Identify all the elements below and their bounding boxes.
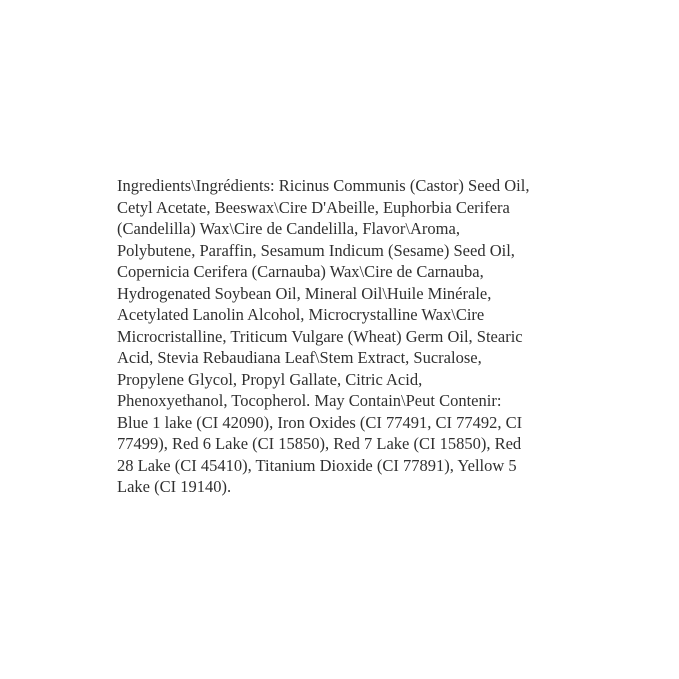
ingredients-line: Acetylated Lanolin Alcohol, Microcrystalline Wax\Cire xyxy=(117,305,485,324)
ingredients-line: 77499), Red 6 Lake (CI 15850), Red 7 Lake (CI 15850), Red xyxy=(117,434,522,453)
ingredients-line: (Candelilla) Wax\Cire de Candelilla, Flavor\Aroma, xyxy=(117,219,460,238)
ingredients-line: Propylene Glycol, Propyl Gallate, Citric Acid, xyxy=(117,369,423,389)
ingredients-line: Acid, Stevia Rebaudiana Leaf\Stem Extract, Sucralose, xyxy=(117,348,482,367)
ingredients-line: Hydrogenated Soybean Oil, Mineral Oil\Huile Minérale, xyxy=(117,283,492,303)
ingredients-line: Phenoxyethanol, Tocopherol. May Contain\Peut Contenir: xyxy=(117,391,502,410)
ingredients-line: Microcristalline, Triticum Vulgare (Wheat) Germ Oil, Stearic xyxy=(117,326,523,346)
ingredients-line: Lake (CI 19140). xyxy=(117,477,232,496)
ingredients-line: Copernicia Cerifera (Carnauba) Wax\Cire de Carnauba, xyxy=(117,262,484,281)
ingredients-line: 28 Lake (CI 45410), Titanium Dioxide (CI 77891), Yellow 5 xyxy=(117,455,517,475)
ingredients-line: Blue 1 lake (CI 42090), Iron Oxides (CI 77491, CI 77492, CI xyxy=(117,412,523,432)
ingredients-line: Cetyl Acetate, Beeswax\Cire D'Abeille, Euphorbia Cerifera xyxy=(117,197,510,217)
ingredients-line: Polybutene, Paraffin, Sesamum Indicum (Sesame) Seed Oil, xyxy=(117,240,515,260)
ingredients-text-block xyxy=(117,175,592,498)
ingredients-line: Ingredients\Ingrédients: Ricinus Communis (Castor) Seed Oil, xyxy=(117,176,530,195)
